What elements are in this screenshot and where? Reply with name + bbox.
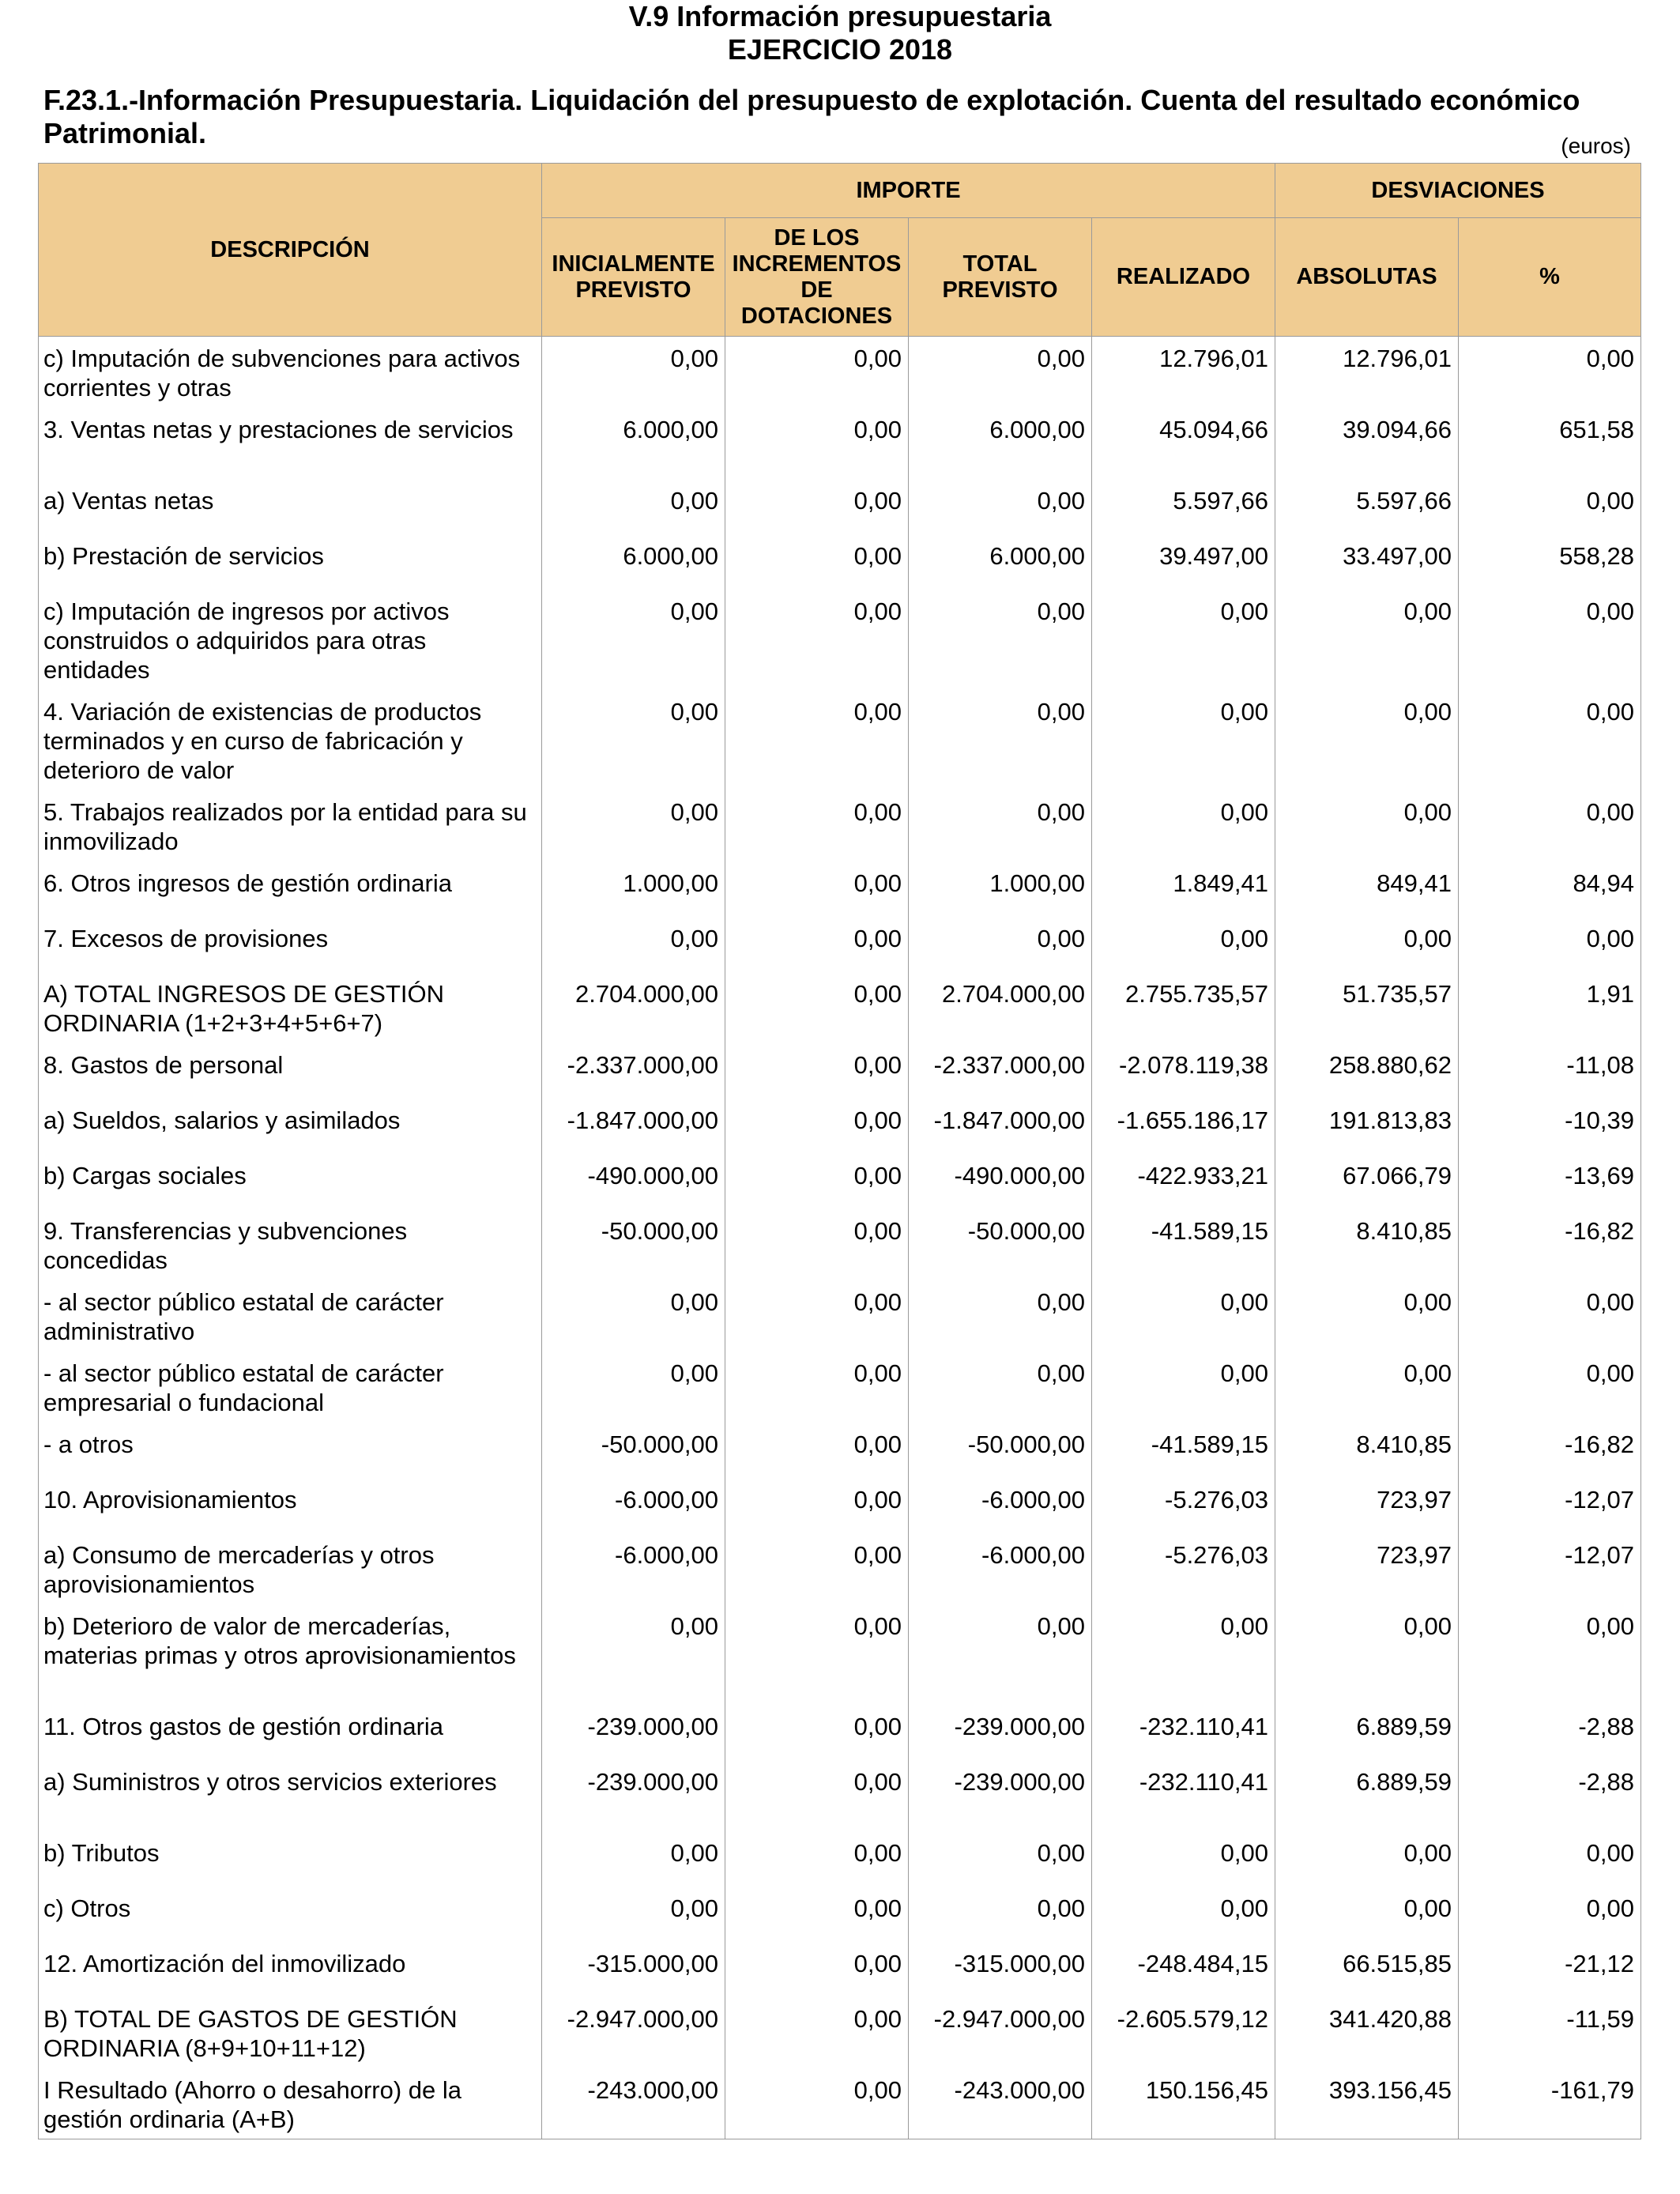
table-body bbox=[39, 337, 1641, 2139]
cell-absolutas: 33.497,00 bbox=[1275, 534, 1459, 590]
table-row bbox=[39, 861, 1641, 917]
cell-inicialmente-previsto: 0,00 bbox=[542, 1831, 725, 1887]
cell-absolutas: 6.889,59 bbox=[1275, 1760, 1459, 1831]
cell-inicialmente-previsto: 6.000,00 bbox=[542, 534, 725, 590]
cell-total-previsto: 0,00 bbox=[909, 917, 1092, 972]
table-row bbox=[39, 479, 1641, 534]
table-row bbox=[39, 1942, 1641, 1997]
cell-inicialmente-previsto: -315.000,00 bbox=[542, 1942, 725, 1997]
table-row bbox=[39, 1705, 1641, 1760]
row-description: c) Otros bbox=[39, 1887, 542, 1942]
cell-absolutas: 66.515,85 bbox=[1275, 1942, 1459, 1997]
cell-total-previsto: -239.000,00 bbox=[909, 1705, 1092, 1760]
cell-realizado: -41.589,15 bbox=[1092, 1423, 1275, 1478]
header-total-previsto: TOTAL PREVISTO bbox=[909, 218, 1092, 337]
cell-inicialmente-previsto: -50.000,00 bbox=[542, 1209, 725, 1280]
cell-inicialmente-previsto: -6.000,00 bbox=[542, 1478, 725, 1533]
cell-incrementos: 0,00 bbox=[725, 972, 909, 1043]
table-row bbox=[39, 1831, 1641, 1887]
cell-realizado: 0,00 bbox=[1092, 790, 1275, 861]
row-description: A) TOTAL INGRESOS DE GESTIÓN ORDINARIA (1+2+3+4+5+6+7) bbox=[39, 972, 542, 1043]
cell-percent: 0,00 bbox=[1459, 337, 1641, 408]
cell-realizado: 45.094,66 bbox=[1092, 408, 1275, 479]
row-description: a) Suministros y otros servicios exteriores bbox=[39, 1760, 542, 1831]
table-row bbox=[39, 917, 1641, 972]
row-description: b) Deterioro de valor de mercaderías, materias primas y otros aprovisionamientos bbox=[39, 1604, 542, 1705]
row-description: a) Sueldos, salarios y asimilados bbox=[39, 1099, 542, 1154]
cell-absolutas: 6.889,59 bbox=[1275, 1705, 1459, 1760]
cell-realizado: -248.484,15 bbox=[1092, 1942, 1275, 1997]
header-importe: IMPORTE bbox=[542, 164, 1275, 218]
cell-incrementos: 0,00 bbox=[725, 1209, 909, 1280]
cell-absolutas: 191.813,83 bbox=[1275, 1099, 1459, 1154]
budget-table bbox=[38, 163, 1641, 2139]
cell-incrementos: 0,00 bbox=[725, 1043, 909, 1099]
cell-realizado: -2.605.579,12 bbox=[1092, 1997, 1275, 2068]
cell-percent: -11,08 bbox=[1459, 1043, 1641, 1099]
cell-total-previsto: -315.000,00 bbox=[909, 1942, 1092, 1997]
cell-realizado: 0,00 bbox=[1092, 1604, 1275, 1705]
table-row bbox=[39, 1760, 1641, 1831]
cell-percent: -12,07 bbox=[1459, 1478, 1641, 1533]
cell-incrementos: 0,00 bbox=[725, 1478, 909, 1533]
row-description: a) Consumo de mercaderías y otros aprovisionamientos bbox=[39, 1533, 542, 1604]
cell-inicialmente-previsto: 0,00 bbox=[542, 1280, 725, 1351]
cell-absolutas: 0,00 bbox=[1275, 1887, 1459, 1942]
cell-total-previsto: -6.000,00 bbox=[909, 1533, 1092, 1604]
cell-inicialmente-previsto: 1.000,00 bbox=[542, 861, 725, 917]
row-description: - al sector público estatal de carácter empresarial o fundacional bbox=[39, 1351, 542, 1423]
cell-total-previsto: 0,00 bbox=[909, 1280, 1092, 1351]
table-row bbox=[39, 1099, 1641, 1154]
table-row bbox=[39, 1533, 1641, 1604]
cell-absolutas: 0,00 bbox=[1275, 917, 1459, 972]
cell-incrementos: 0,00 bbox=[725, 917, 909, 972]
cell-total-previsto: -239.000,00 bbox=[909, 1760, 1092, 1831]
cell-realizado: -1.655.186,17 bbox=[1092, 1099, 1275, 1154]
cell-total-previsto: -490.000,00 bbox=[909, 1154, 1092, 1209]
currency-unit: (euros) bbox=[1561, 134, 1631, 158]
table-row bbox=[39, 2068, 1641, 2139]
row-description: 5. Trabajos realizados por la entidad para su inmovilizado bbox=[39, 790, 542, 861]
cell-total-previsto: 0,00 bbox=[909, 1604, 1092, 1705]
cell-realizado: 0,00 bbox=[1092, 1831, 1275, 1887]
cell-incrementos: 0,00 bbox=[725, 337, 909, 408]
cell-incrementos: 0,00 bbox=[725, 1280, 909, 1351]
cell-inicialmente-previsto: -243.000,00 bbox=[542, 2068, 725, 2139]
cell-absolutas: 0,00 bbox=[1275, 1831, 1459, 1887]
cell-total-previsto: 1.000,00 bbox=[909, 861, 1092, 917]
cell-realizado: -5.276,03 bbox=[1092, 1533, 1275, 1604]
cell-absolutas: 0,00 bbox=[1275, 590, 1459, 690]
cell-percent: 0,00 bbox=[1459, 690, 1641, 790]
table-row bbox=[39, 590, 1641, 690]
row-description: c) Imputación de subvenciones para activos corrientes y otras bbox=[39, 337, 542, 408]
row-description: c) Imputación de ingresos por activos construidos o adquiridos para otras entidades bbox=[39, 590, 542, 690]
row-description: - a otros bbox=[39, 1423, 542, 1478]
cell-inicialmente-previsto: -239.000,00 bbox=[542, 1760, 725, 1831]
header-descripcion: DESCRIPCIÓN bbox=[39, 164, 542, 337]
cell-total-previsto: -50.000,00 bbox=[909, 1423, 1092, 1478]
cell-inicialmente-previsto: 0,00 bbox=[542, 690, 725, 790]
row-description: 4. Variación de existencias de productos terminados y en curso de fabricación y deterioro de valor bbox=[39, 690, 542, 790]
table-row bbox=[39, 1423, 1641, 1478]
cell-inicialmente-previsto: -2.947.000,00 bbox=[542, 1997, 725, 2068]
cell-inicialmente-previsto: -1.847.000,00 bbox=[542, 1099, 725, 1154]
cell-percent: 0,00 bbox=[1459, 590, 1641, 690]
row-description: 7. Excesos de provisiones bbox=[39, 917, 542, 972]
table-row bbox=[39, 1604, 1641, 1705]
cell-realizado: 1.849,41 bbox=[1092, 861, 1275, 917]
cell-incrementos: 0,00 bbox=[725, 1423, 909, 1478]
cell-realizado: 5.597,66 bbox=[1092, 479, 1275, 534]
cell-incrementos: 0,00 bbox=[725, 1887, 909, 1942]
row-description: 6. Otros ingresos de gestión ordinaria bbox=[39, 861, 542, 917]
cell-percent: 0,00 bbox=[1459, 1351, 1641, 1423]
cell-inicialmente-previsto: 0,00 bbox=[542, 1604, 725, 1705]
cell-percent: -2,88 bbox=[1459, 1705, 1641, 1760]
cell-percent: -16,82 bbox=[1459, 1423, 1641, 1478]
cell-realizado: 0,00 bbox=[1092, 1351, 1275, 1423]
cell-percent: -2,88 bbox=[1459, 1760, 1641, 1831]
cell-incrementos: 0,00 bbox=[725, 1760, 909, 1831]
cell-total-previsto: -243.000,00 bbox=[909, 2068, 1092, 2139]
cell-total-previsto: 0,00 bbox=[909, 337, 1092, 408]
cell-incrementos: 0,00 bbox=[725, 1351, 909, 1423]
cell-total-previsto: 0,00 bbox=[909, 1351, 1092, 1423]
cell-realizado: 0,00 bbox=[1092, 590, 1275, 690]
table-row bbox=[39, 1043, 1641, 1099]
table-row bbox=[39, 690, 1641, 790]
cell-percent: 0,00 bbox=[1459, 1604, 1641, 1705]
cell-realizado: 150.156,45 bbox=[1092, 2068, 1275, 2139]
table-row bbox=[39, 1209, 1641, 1280]
cell-percent: 0,00 bbox=[1459, 479, 1641, 534]
cell-percent: -161,79 bbox=[1459, 2068, 1641, 2139]
row-description: 10. Aprovisionamientos bbox=[39, 1478, 542, 1533]
row-description: B) TOTAL DE GASTOS DE GESTIÓN ORDINARIA (8+9+10+11+12) bbox=[39, 1997, 542, 2068]
cell-incrementos: 0,00 bbox=[725, 534, 909, 590]
table-row bbox=[39, 408, 1641, 479]
cell-total-previsto: 0,00 bbox=[909, 590, 1092, 690]
cell-inicialmente-previsto: 0,00 bbox=[542, 479, 725, 534]
cell-percent: -21,12 bbox=[1459, 1942, 1641, 1997]
cell-incrementos: 0,00 bbox=[725, 861, 909, 917]
cell-absolutas: 0,00 bbox=[1275, 1351, 1459, 1423]
cell-total-previsto: 6.000,00 bbox=[909, 408, 1092, 479]
cell-absolutas: 67.066,79 bbox=[1275, 1154, 1459, 1209]
cell-total-previsto: 0,00 bbox=[909, 1887, 1092, 1942]
cell-absolutas: 393.156,45 bbox=[1275, 2068, 1459, 2139]
cell-incrementos: 0,00 bbox=[725, 1705, 909, 1760]
cell-absolutas: 5.597,66 bbox=[1275, 479, 1459, 534]
cell-realizado: 0,00 bbox=[1092, 917, 1275, 972]
cell-incrementos: 0,00 bbox=[725, 1533, 909, 1604]
cell-absolutas: 258.880,62 bbox=[1275, 1043, 1459, 1099]
row-description: I Resultado (Ahorro o desahorro) de la gestión ordinaria (A+B) bbox=[39, 2068, 542, 2139]
cell-incrementos: 0,00 bbox=[725, 479, 909, 534]
cell-realizado: -422.933,21 bbox=[1092, 1154, 1275, 1209]
cell-absolutas: 0,00 bbox=[1275, 1604, 1459, 1705]
cell-inicialmente-previsto: 0,00 bbox=[542, 917, 725, 972]
cell-total-previsto: -6.000,00 bbox=[909, 1478, 1092, 1533]
cell-absolutas: 12.796,01 bbox=[1275, 337, 1459, 408]
cell-total-previsto: 0,00 bbox=[909, 690, 1092, 790]
header-desviaciones: DESVIACIONES bbox=[1275, 164, 1641, 218]
row-description: 12. Amortización del inmovilizado bbox=[39, 1942, 542, 1997]
cell-absolutas: 341.420,88 bbox=[1275, 1997, 1459, 2068]
cell-absolutas: 0,00 bbox=[1275, 1280, 1459, 1351]
table-header bbox=[39, 164, 1641, 337]
cell-inicialmente-previsto: 0,00 bbox=[542, 337, 725, 408]
table-row bbox=[39, 1997, 1641, 2068]
cell-percent: -10,39 bbox=[1459, 1099, 1641, 1154]
cell-realizado: 12.796,01 bbox=[1092, 337, 1275, 408]
row-description: 11. Otros gastos de gestión ordinaria bbox=[39, 1705, 542, 1760]
cell-inicialmente-previsto: 0,00 bbox=[542, 1887, 725, 1942]
cell-total-previsto: 2.704.000,00 bbox=[909, 972, 1092, 1043]
cell-incrementos: 0,00 bbox=[725, 1154, 909, 1209]
table-row bbox=[39, 1478, 1641, 1533]
cell-realizado: -232.110,41 bbox=[1092, 1760, 1275, 1831]
cell-inicialmente-previsto: -50.000,00 bbox=[542, 1423, 725, 1478]
cell-percent: 0,00 bbox=[1459, 1887, 1641, 1942]
cell-percent: 0,00 bbox=[1459, 1280, 1641, 1351]
row-description: 8. Gastos de personal bbox=[39, 1043, 542, 1099]
row-description: 9. Transferencias y subvenciones concedidas bbox=[39, 1209, 542, 1280]
cell-percent: -16,82 bbox=[1459, 1209, 1641, 1280]
header-percent: % bbox=[1459, 218, 1641, 337]
cell-absolutas: 8.410,85 bbox=[1275, 1209, 1459, 1280]
row-description: 3. Ventas netas y prestaciones de servicios bbox=[39, 408, 542, 479]
cell-total-previsto: 6.000,00 bbox=[909, 534, 1092, 590]
cell-inicialmente-previsto: 2.704.000,00 bbox=[542, 972, 725, 1043]
table-caption: F.23.1.-Información Presupuestaria. Liquidación del presupuesto de explotación. Cuenta del resultado económico Patrimonial. bbox=[43, 84, 1580, 149]
cell-percent: 84,94 bbox=[1459, 861, 1641, 917]
cell-percent: -11,59 bbox=[1459, 1997, 1641, 2068]
row-description: - al sector público estatal de carácter administrativo bbox=[39, 1280, 542, 1351]
cell-incrementos: 0,00 bbox=[725, 590, 909, 690]
cell-realizado: 2.755.735,57 bbox=[1092, 972, 1275, 1043]
cell-percent: 1,91 bbox=[1459, 972, 1641, 1043]
cell-percent: 558,28 bbox=[1459, 534, 1641, 590]
cell-inicialmente-previsto: -6.000,00 bbox=[542, 1533, 725, 1604]
cell-absolutas: 849,41 bbox=[1275, 861, 1459, 917]
section-title: V.9 Información presupuestaria bbox=[628, 0, 1052, 32]
cell-total-previsto: -50.000,00 bbox=[909, 1209, 1092, 1280]
cell-realizado: -2.078.119,38 bbox=[1092, 1043, 1275, 1099]
row-description: b) Cargas sociales bbox=[39, 1154, 542, 1209]
cell-percent: 0,00 bbox=[1459, 1831, 1641, 1887]
cell-realizado: -232.110,41 bbox=[1092, 1705, 1275, 1760]
cell-incrementos: 0,00 bbox=[725, 2068, 909, 2139]
table-row bbox=[39, 534, 1641, 590]
cell-incrementos: 0,00 bbox=[725, 1942, 909, 1997]
cell-inicialmente-previsto: 6.000,00 bbox=[542, 408, 725, 479]
cell-percent: -13,69 bbox=[1459, 1154, 1641, 1209]
table-row bbox=[39, 1280, 1641, 1351]
table-row bbox=[39, 790, 1641, 861]
cell-inicialmente-previsto: -490.000,00 bbox=[542, 1154, 725, 1209]
cell-absolutas: 39.094,66 bbox=[1275, 408, 1459, 479]
cell-percent: 0,00 bbox=[1459, 917, 1641, 972]
cell-inicialmente-previsto: -239.000,00 bbox=[542, 1705, 725, 1760]
row-description: b) Prestación de servicios bbox=[39, 534, 542, 590]
cell-absolutas: 723,97 bbox=[1275, 1478, 1459, 1533]
row-description: b) Tributos bbox=[39, 1831, 542, 1887]
cell-inicialmente-previsto: 0,00 bbox=[542, 790, 725, 861]
cell-absolutas: 0,00 bbox=[1275, 790, 1459, 861]
cell-realizado: 39.497,00 bbox=[1092, 534, 1275, 590]
header-realizado: REALIZADO bbox=[1092, 218, 1275, 337]
header-inicialmente-previsto: INICIALMENTE PREVISTO bbox=[542, 218, 725, 337]
cell-absolutas: 0,00 bbox=[1275, 690, 1459, 790]
cell-incrementos: 0,00 bbox=[725, 1099, 909, 1154]
cell-incrementos: 0,00 bbox=[725, 1604, 909, 1705]
cell-total-previsto: -1.847.000,00 bbox=[909, 1099, 1092, 1154]
table-row bbox=[39, 1154, 1641, 1209]
header-absolutas: ABSOLUTAS bbox=[1275, 218, 1459, 337]
table-row bbox=[39, 1887, 1641, 1942]
cell-absolutas: 51.735,57 bbox=[1275, 972, 1459, 1043]
cell-realizado: 0,00 bbox=[1092, 1887, 1275, 1942]
cell-inicialmente-previsto: 0,00 bbox=[542, 1351, 725, 1423]
cell-inicialmente-previsto: -2.337.000,00 bbox=[542, 1043, 725, 1099]
cell-percent: 0,00 bbox=[1459, 790, 1641, 861]
cell-total-previsto: 0,00 bbox=[909, 1831, 1092, 1887]
cell-incrementos: 0,00 bbox=[725, 1831, 909, 1887]
cell-realizado: 0,00 bbox=[1092, 690, 1275, 790]
table-row bbox=[39, 1351, 1641, 1423]
cell-absolutas: 8.410,85 bbox=[1275, 1423, 1459, 1478]
header-incrementos: DE LOS INCREMENTOS DE DOTACIONES bbox=[725, 218, 909, 337]
cell-realizado: -5.276,03 bbox=[1092, 1478, 1275, 1533]
cell-incrementos: 0,00 bbox=[725, 1997, 909, 2068]
table-row bbox=[39, 972, 1641, 1043]
cell-total-previsto: 0,00 bbox=[909, 790, 1092, 861]
cell-percent: 651,58 bbox=[1459, 408, 1641, 479]
cell-total-previsto: 0,00 bbox=[909, 479, 1092, 534]
cell-realizado: 0,00 bbox=[1092, 1280, 1275, 1351]
cell-absolutas: 723,97 bbox=[1275, 1533, 1459, 1604]
table-row bbox=[39, 337, 1641, 408]
cell-incrementos: 0,00 bbox=[725, 790, 909, 861]
fiscal-year-title: EJERCICIO 2018 bbox=[727, 33, 953, 66]
cell-total-previsto: -2.947.000,00 bbox=[909, 1997, 1092, 2068]
cell-incrementos: 0,00 bbox=[725, 690, 909, 790]
cell-total-previsto: -2.337.000,00 bbox=[909, 1043, 1092, 1099]
cell-realizado: -41.589,15 bbox=[1092, 1209, 1275, 1280]
cell-incrementos: 0,00 bbox=[725, 408, 909, 479]
cell-percent: -12,07 bbox=[1459, 1533, 1641, 1604]
cell-inicialmente-previsto: 0,00 bbox=[542, 590, 725, 690]
row-description: a) Ventas netas bbox=[39, 479, 542, 534]
